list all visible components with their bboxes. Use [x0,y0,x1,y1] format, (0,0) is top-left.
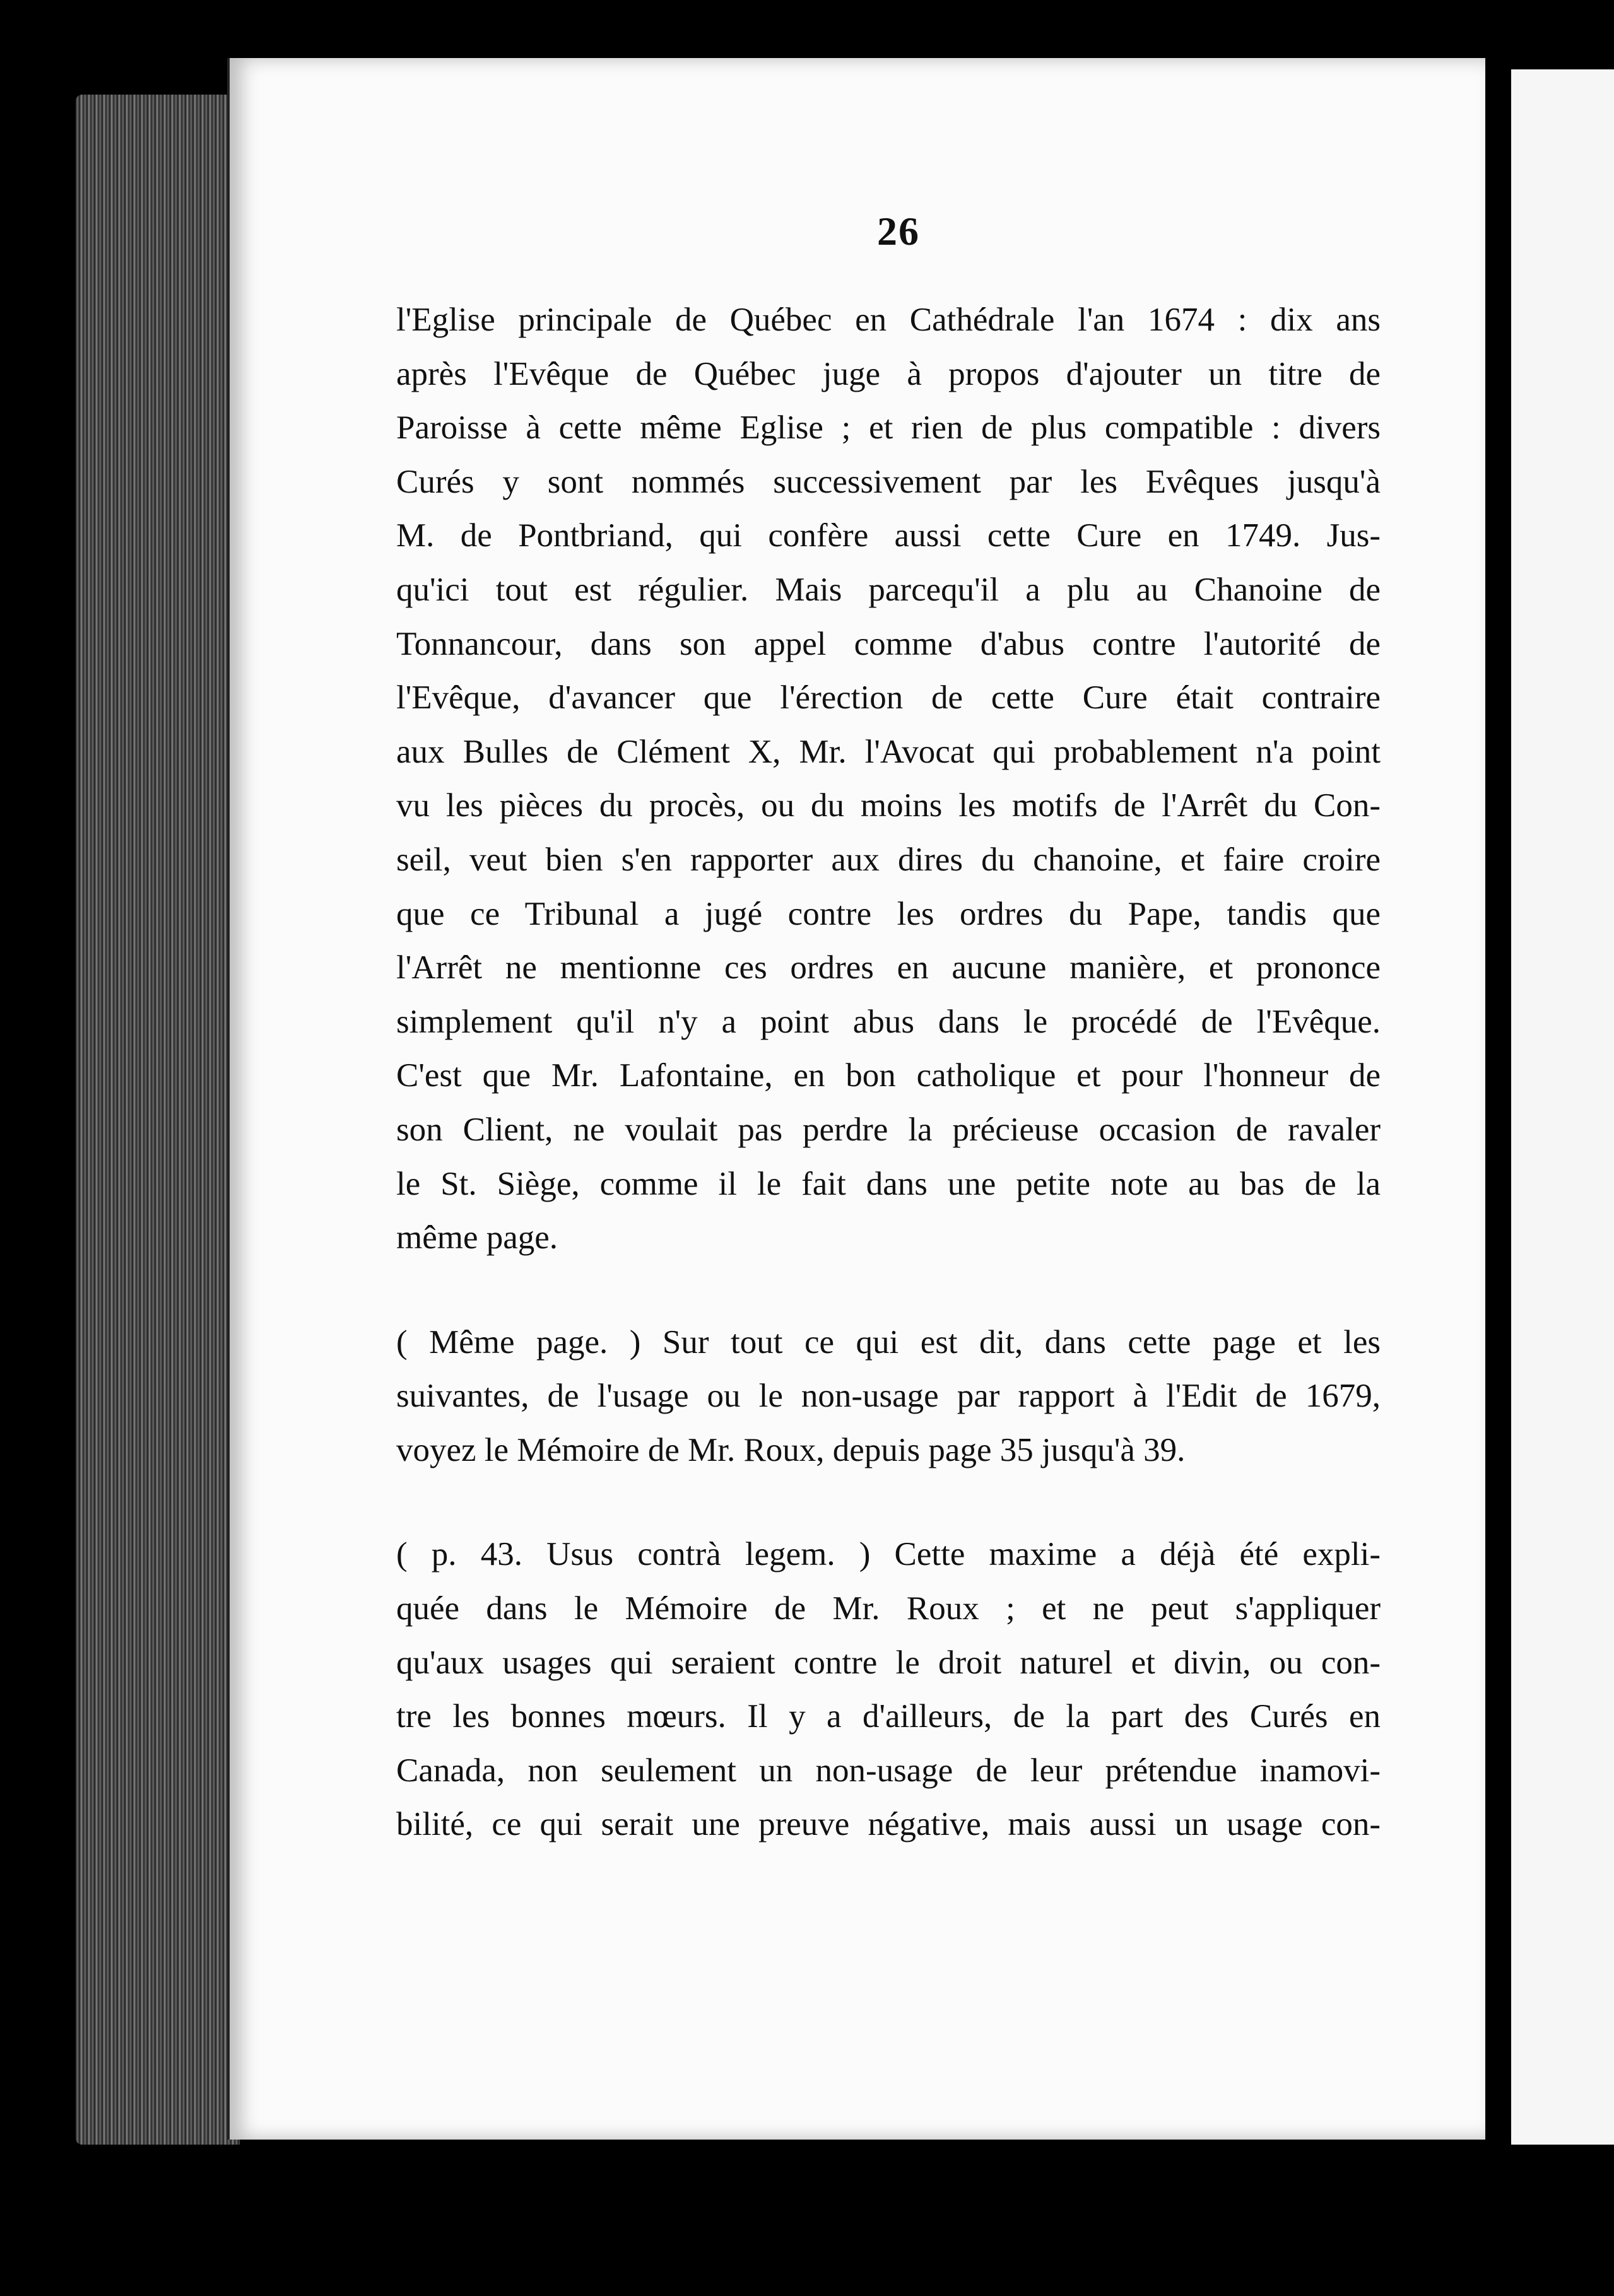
text-line: aux Bulles de Clément X, Mr. l'Avocat qui probablement n'a point [396,733,1381,770]
text-line: l'Eglise principale de Québec en Cathédrale l'an 1674 : dix ans [396,302,1381,338]
text-line: suivantes, de l'usage ou le non-usage par rapport à l'Edit de 1679, [396,1378,1381,1415]
text-line: le St. Siège, comme il le fait dans une petite note au bas de la [396,1165,1381,1202]
text-line: Paroisse à cette même Eglise ; et rien de plus compatible : divers [396,409,1381,447]
facing-page-edge [1511,69,1614,2145]
paragraph-2 [396,1316,1381,1478]
text-line: que ce Tribunal a jugé contre les ordres du Pape, tandis que [396,895,1381,932]
text-line: M. de Pontbriand, qui confère aussi cette Cure en 1749. Jus- [396,517,1381,554]
page-number: 26 [877,209,920,254]
text-line: voyez le Mémoire de Mr. Roux, depuis page 35 jusqu'à 39. [396,1431,1186,1468]
text-line: C'est que Mr. Lafontaine, en bon catholique et pour l'honneur de [396,1057,1381,1094]
text-line: l'Arrêt ne mentionne ces ordres en aucune manière, et prononce [396,949,1381,987]
text-line: bilité, ce qui serait une preuve négative, mais aussi un usage con- [396,1806,1381,1843]
book-binding-edge [76,95,240,2145]
paragraph-3 [396,1528,1381,1852]
text-line: après l'Evêque de Québec juge à propos d'ajouter un titre de [396,355,1381,392]
text-line: ( Même page. ) Sur tout ce qui est dit, dans cette page et les [396,1323,1381,1361]
text-line: son Client, ne voulait pas perdre la précieuse occasion de ravaler [396,1111,1381,1148]
text-line: Curés y sont nommés successivement par les Evêques jusqu'à [396,463,1381,500]
text-line: l'Evêque, d'avancer que l'érection de cette Cure était contraire [396,679,1381,717]
paragraph-gap [396,1265,1381,1316]
text-line: qu'ici tout est régulier. Mais parcequ'il a plu au Chanoine de [396,571,1381,608]
text-line: ( p. 43. Usus contrà legem. ) Cette maxime a déjà été expli- [396,1536,1381,1573]
text-line: quée dans le Mémoire de Mr. Roux ; et ne peut s'appliquer [396,1590,1381,1627]
paragraph-gap [396,1477,1381,1528]
text-line: Tonnancour, dans son appel comme d'abus contre l'autorité de [396,625,1381,662]
text-line: seil, veut bien s'en rapporter aux dires du chanoine, et faire croire [396,841,1381,878]
text-line: même page. [396,1219,558,1256]
paragraph-1 [396,293,1381,1265]
text-line: tre les bonnes mœurs. Il y a d'ailleurs, de la part des Curés en [396,1698,1381,1735]
text-line: simplement qu'il n'y a point abus dans le procédé de l'Evêque. [396,1003,1381,1040]
text-line: qu'aux usages qui seraient contre le droit naturel et divin, ou con- [396,1644,1381,1681]
text-line: Canada, non seulement un non-usage de leur prétendue inamovi- [396,1752,1381,1789]
text-line: vu les pièces du procès, ou du moins les motifs de l'Arrêt du Con- [396,787,1381,824]
page-text [396,293,1381,1852]
